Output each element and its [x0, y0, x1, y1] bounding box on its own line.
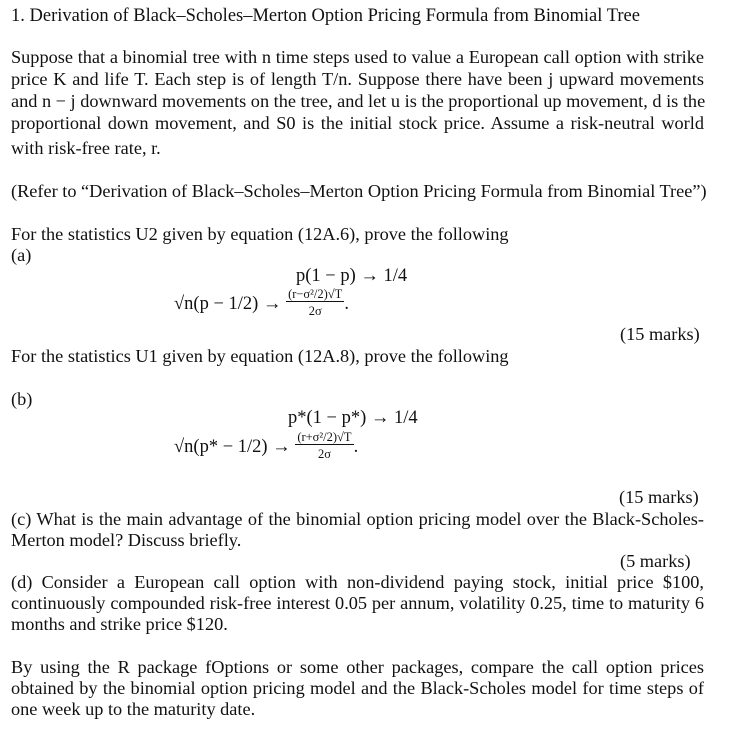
part-a-label: (a) [11, 245, 32, 265]
part-b-eq2-period: . [353, 436, 359, 457]
part-b-eq2-numerator: (r+σ²/2)√T [297, 430, 352, 444]
part-d-line-2: continuously compounded risk-free interest 0.05 per annum, volatility 0.25, time to maturity 6 [11, 593, 704, 613]
intro-line-2: price K and life T. Each step is of length T/n. Suppose there have been j upward movements [11, 69, 704, 89]
intro-line-5: with risk-free rate, r. [11, 138, 161, 158]
part-b-eq2-fraction [295, 430, 353, 461]
refer-note: (Refer to “Derivation of Black–Scholes–Merton Option Pricing Formula from Binomial Tree”) [11, 181, 707, 201]
part-b-equation-1: p*(1 − p*) → 1/4 [288, 408, 418, 428]
part-b-statistics-line: For the statistics U1 given by equation (12A.8), prove the following [11, 346, 509, 366]
part-d-line-3: months and strike price $120. [11, 614, 228, 634]
final-line-2: obtained by the binomial option pricing model and the Black-Scholes model for time steps of [11, 678, 704, 698]
intro-line-1: Suppose that a binomial tree with n time steps used to value a European call option with strike [11, 47, 704, 67]
part-a-equation-2 [174, 289, 349, 320]
part-a-eq2-numerator: (r−σ²/2)√T [288, 287, 343, 301]
final-line-3: one week up to the maturity date. [11, 699, 256, 719]
part-a-equation-1: p(1 − p) → 1/4 [296, 266, 408, 286]
part-a-eq2-left: √n(p − 1/2) → [174, 293, 282, 314]
part-c-marks: (5 marks) [620, 551, 691, 571]
part-b-label: (b) [11, 389, 33, 409]
part-a-eq2-period: . [344, 293, 349, 314]
part-b-equation-2 [174, 432, 358, 463]
question-title: 1. Derivation of Black–Scholes–Merton Option Pricing Formula from Binomial Tree [11, 6, 640, 26]
part-b-marks: (15 marks) [619, 487, 699, 507]
part-c-line-1: (c) What is the main advantage of the binomial option pricing model over the Black-Scholes- [11, 509, 704, 529]
part-b-eq2-denominator: 2σ [317, 447, 331, 461]
intro-line-4: proportional down movement, and S0 is the initial stock price. Assume a risk-neutral world [11, 113, 704, 133]
part-a-eq2-denominator: 2σ [308, 304, 322, 318]
part-a-statistics-line: For the statistics U2 given by equation (12A.6), prove the following [11, 224, 509, 244]
final-line-1: By using the R package fOptions or some other packages, compare the call option prices [11, 657, 704, 677]
part-b-eq2-left: √n(p* − 1/2) → [174, 436, 291, 457]
part-a-marks: (15 marks) [620, 324, 700, 344]
part-c-line-2: Merton model? Discuss briefly. [11, 530, 242, 550]
part-d-line-1: (d) Consider a European call option with non-dividend paying stock, initial price $100, [11, 572, 704, 592]
intro-line-3: and n − j downward movements on the tree, and let u is the proportional up movement, d is the [11, 91, 706, 111]
part-a-eq2-fraction [286, 287, 344, 318]
